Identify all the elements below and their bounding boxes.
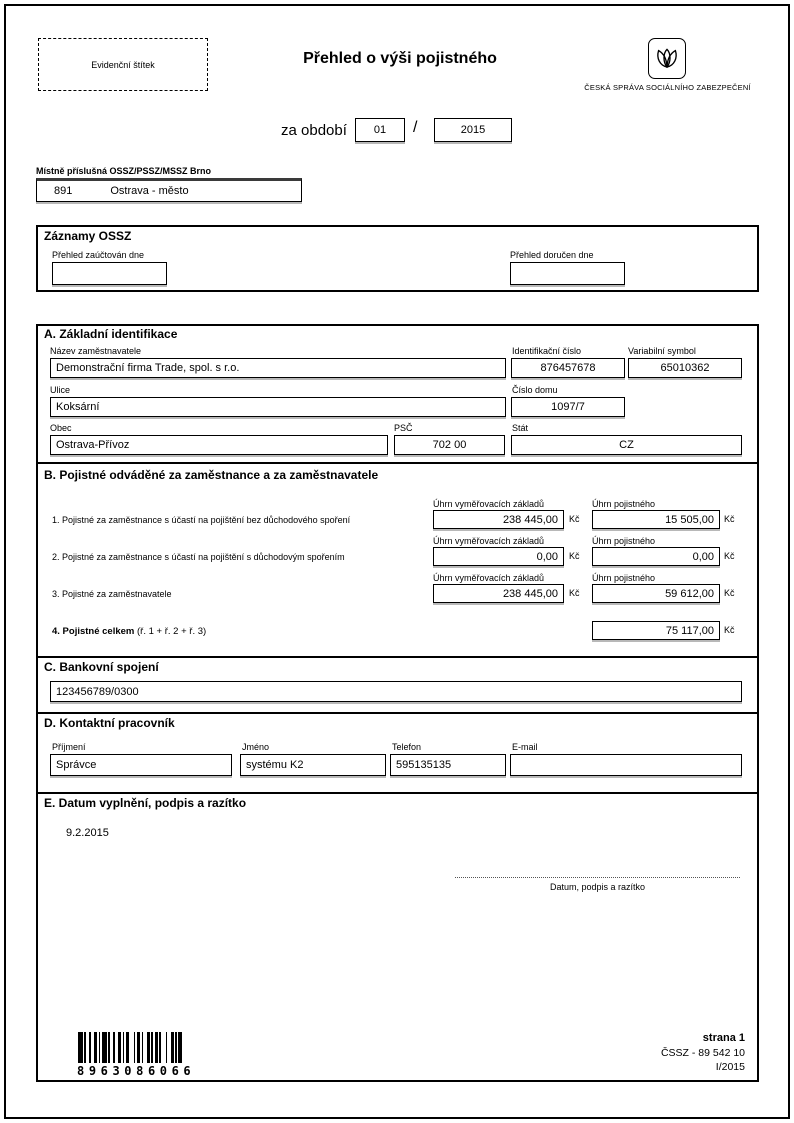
b-base-field-3: 238 445,00 <box>433 584 564 603</box>
house-number-label: Číslo domu <box>512 385 558 395</box>
org-name: ČESKÁ SPRÁVA SOCIÁLNÍHO ZABEZPEČENÍ <box>584 83 751 92</box>
section-a-title: A. Základní identifikace <box>44 327 178 341</box>
variable-symbol-label: Variabilní symbol <box>628 346 696 356</box>
period-separator: / <box>413 119 418 136</box>
form-title: Přehled o výši pojistného <box>303 50 497 67</box>
email-field <box>510 754 742 776</box>
period-month-field: 01 <box>355 118 405 142</box>
records-title: Záznamy OSSZ <box>44 229 132 243</box>
barcode <box>78 1032 190 1063</box>
b-base-field-1: 238 445,00 <box>433 510 564 529</box>
phone-label: Telefon <box>392 742 422 752</box>
street-label: Ulice <box>50 385 71 395</box>
currency-1a: Kč <box>569 514 580 524</box>
section-d-title: D. Kontaktní pracovník <box>44 716 175 730</box>
city-label: Obec <box>50 423 72 433</box>
b-premium-field-1: 15 505,00 <box>592 510 720 529</box>
registration-sticker-label: Evidenční štítek <box>91 59 155 70</box>
section-c-title: C. Bankovní spojení <box>44 660 159 674</box>
firstname-label: Jméno <box>242 742 270 752</box>
premium-header-2: Úhrn pojistného <box>592 536 656 546</box>
currency-2b: Kč <box>724 551 735 561</box>
b-row-label-2: 2. Pojistné za zaměstnance s účastí na pojištění s důchodovým spořením <box>52 552 345 562</box>
house-number-field: 1097/7 <box>511 397 625 417</box>
cssz-logo <box>648 38 686 79</box>
office-name: Ostrava - město <box>110 185 189 197</box>
currency-4: Kč <box>724 625 735 635</box>
surname-field: Správce <box>50 754 232 776</box>
firstname-field: systému K2 <box>240 754 386 776</box>
variable-symbol-field: 65010362 <box>628 358 742 378</box>
divider-d-e <box>36 792 759 794</box>
premium-header-3: Úhrn pojistného <box>592 573 656 583</box>
bank-account-field: 123456789/0300 <box>50 681 742 702</box>
b-total-label-rest: (ř. 1 + ř. 2 + ř. 3) <box>134 626 207 637</box>
b-row-label-1: 1. Pojistné za zaměstnance s účastí na pojištění bez důchodového spoření <box>52 515 351 525</box>
premium-header-1: Úhrn pojistného <box>592 499 656 509</box>
section-e-title: E. Datum vyplnění, podpis a razítko <box>44 796 247 810</box>
employer-name-field: Demonstrační firma Trade, spol. s r.o. <box>50 358 506 378</box>
footer-form-code: ČSSZ - 89 542 10 <box>660 1047 745 1059</box>
fill-date: 9.2.2015 <box>66 827 109 839</box>
period-year-field: 2015 <box>434 118 512 142</box>
b-row-label-3: 3. Pojistné za zaměstnavatele <box>52 589 172 599</box>
section-b-title: B. Pojistné odváděné za zaměstnance a za zaměstnavatele <box>44 468 379 482</box>
registration-sticker-box <box>38 38 208 91</box>
phone-field: 595135135 <box>390 754 506 776</box>
b-premium-field-2: 0,00 <box>592 547 720 566</box>
base-header-2: Úhrn vyměřovacích základů <box>433 536 545 546</box>
footer-form-version: I/2015 <box>715 1061 745 1073</box>
barcode-digits: 8963086066 <box>77 1064 196 1078</box>
divider-b-c <box>36 656 759 658</box>
base-header-3: Úhrn vyměřovacích základů <box>433 573 545 583</box>
currency-1b: Kč <box>724 514 735 524</box>
lily-icon <box>651 42 683 76</box>
id-number-field: 876457678 <box>511 358 625 378</box>
state-label: Stát <box>512 423 529 433</box>
zip-field: 702 00 <box>394 435 505 455</box>
signature-caption: Datum, podpis a razítko <box>549 882 646 892</box>
footer-page-number: strana 1 <box>702 1032 745 1044</box>
id-number-label: Identifikační číslo <box>512 346 582 356</box>
currency-3b: Kč <box>724 588 735 598</box>
records-delivered-field <box>510 262 625 285</box>
base-header-1: Úhrn vyměřovacích základů <box>433 499 545 509</box>
records-booked-label: Přehled zaúčtován dne <box>52 250 145 260</box>
records-delivered-label: Přehled doručen dne <box>510 250 594 260</box>
b-premium-field-3: 59 612,00 <box>592 584 720 603</box>
surname-label: Příjmení <box>52 742 86 752</box>
street-field: Koksární <box>50 397 506 417</box>
signature-line <box>455 868 740 878</box>
divider-c-d <box>36 712 759 714</box>
city-field: Ostrava-Přívoz <box>50 435 388 455</box>
state-field: CZ <box>511 435 742 455</box>
b-total-label-bold: 4. Pojistné celkem <box>52 626 135 637</box>
zip-label: PSČ <box>394 423 413 433</box>
email-label: E-mail <box>512 742 538 752</box>
currency-2a: Kč <box>569 551 580 561</box>
office-label: Místně příslušná OSSZ/PSSZ/MSSZ Brno <box>36 166 212 176</box>
currency-3a: Kč <box>569 588 580 598</box>
period-label: za období <box>281 122 347 139</box>
employer-name-label: Název zaměstnavatele <box>50 346 142 356</box>
office-field <box>36 178 302 202</box>
records-booked-field <box>52 262 167 285</box>
b-total-label <box>52 626 206 637</box>
office-code: 891 <box>54 185 73 197</box>
b-total-field: 75 117,00 <box>592 621 720 640</box>
b-base-field-2: 0,00 <box>433 547 564 566</box>
divider-a-b <box>36 462 759 464</box>
